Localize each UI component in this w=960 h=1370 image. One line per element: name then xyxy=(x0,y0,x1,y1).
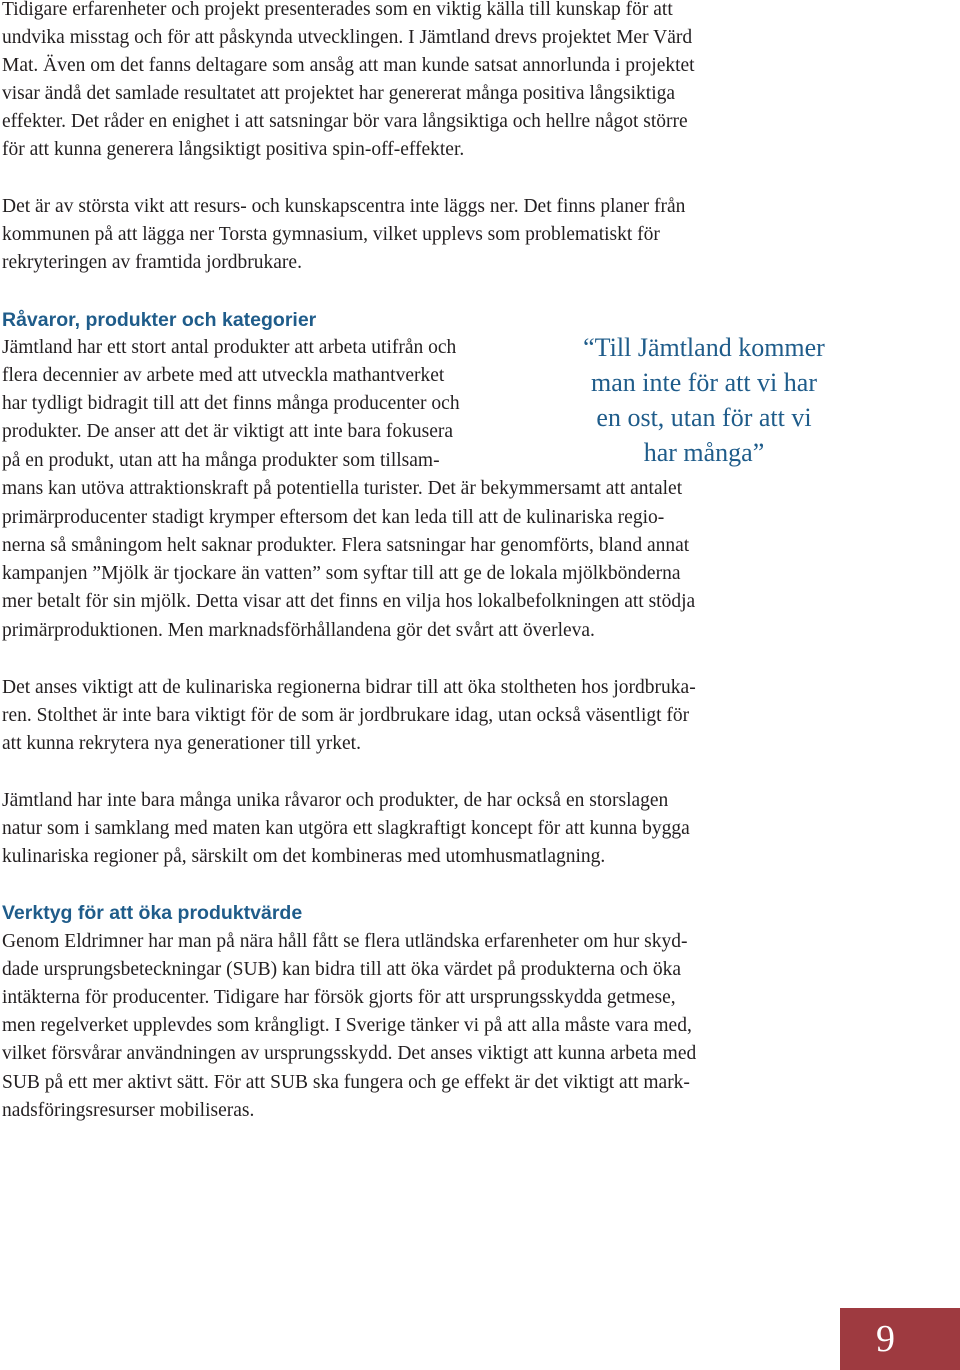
text-line: Genom Eldrimner har man på nära håll fått se flera utländska erfarenheter om hur skyd- xyxy=(2,931,688,952)
page-number-tab xyxy=(840,1308,960,1370)
text-line: nerna så småningom helt saknar produkter. Flera satsningar har genomförts, bland annat xyxy=(2,535,690,556)
text-line: primärproducenter stadigt krymper eftersom det kan leda till att de kulinariska regio- xyxy=(2,507,665,528)
text-line: undvika misstag och för att påskynda utvecklingen. I Jämtland drevs projektet Mer Värd xyxy=(2,27,693,48)
text-line: effekter. Det råder en enighet i att satsningar bör vara långsiktiga och hellre något större xyxy=(2,111,688,132)
pull-quote-line: “Till Jämtland kommer xyxy=(583,333,825,362)
text-line: att kunna rekrytera nya generationer till yrket. xyxy=(2,733,361,754)
text-line: SUB på ett mer aktivt sätt. För att SUB ska fungera och ge effekt är det viktigt att mark- xyxy=(2,1072,690,1093)
text-line: har tydligt bidragit till att det finns många producenter och xyxy=(2,393,460,414)
text-line: kulinariska regioner på, särskilt om det kombineras med utomhusmatlagning. xyxy=(2,846,606,867)
text-line: visar ändå det samlade resultatet att projektet har genererat många positiva långsiktiga xyxy=(2,83,676,104)
text-line: Mat. Även om det fanns deltagare som ansåg att man kunde satsat annorlunda i projektet xyxy=(2,55,695,76)
text-line: nadsföringsresurser mobiliseras. xyxy=(2,1100,255,1121)
pull-quote-line: man inte för att vi har xyxy=(591,368,817,397)
text-line: flera decennier av arbete med att utveckla mathantverket xyxy=(2,365,445,386)
text-line: dade ursprungsbeteckningar (SUB) kan bidra till att öka värdet på produkterna och öka xyxy=(2,959,682,980)
text-line: primärproduktionen. Men marknadsförhållandena gör det svårt att överleva. xyxy=(2,620,595,641)
pull-quote-line: har många” xyxy=(643,438,765,467)
text-line: Jämtland har inte bara många unika råvaror och produkter, de har också en storslagen xyxy=(2,790,669,811)
text-line: på en produkt, utan att ha många produkter som tillsam- xyxy=(2,450,440,471)
text-line: ren. Stolthet är inte bara viktigt för de som är jordbrukare idag, utan också väsentligt för xyxy=(2,705,690,726)
text-line: natur som i samklang med maten kan utgöra ett slagkraftigt koncept för att kunna bygga xyxy=(2,818,690,839)
text-line: Det anses viktigt att de kulinariska regionerna bidrar till att öka stoltheten hos jordbruka- xyxy=(2,677,696,698)
text-line: kampanjen ”Mjölk är tjockare än vatten” som syftar till att ge de lokala mjölkbönderna xyxy=(2,563,681,584)
text-line: vilket försvårar användningen av ursprungsskydd. Det anses viktigt att kunna arbeta med xyxy=(2,1043,697,1064)
text-line: Tidigare erfarenheter och projekt presenterades som en viktig källa till kunskap för att xyxy=(2,0,673,20)
pull-quote xyxy=(563,330,845,470)
text-line: mans kan utöva attraktionskraft på potentiella turister. Det är bekymmersamt att antalet xyxy=(2,478,683,499)
pull-quote-line: en ost, utan för att vi xyxy=(596,403,812,432)
text-line: kommunen på att lägga ner Torsta gymnasium, vilket upplevs som problematiskt för xyxy=(2,224,660,245)
text-line: mer betalt för sin mjölk. Detta visar att det finns en vilja hos lokalbefolkningen att stödja xyxy=(2,591,696,612)
text-line: produkter. De anser att det är viktigt att inte bara fokusera xyxy=(2,421,454,442)
text-line: intäkterna för producenter. Tidigare har försök gjorts för att ursprungsskydda getmese, xyxy=(2,987,676,1008)
text-line: men regelverket upplevdes som krångligt. I Sverige tänker vi på att alla måste vara med, xyxy=(2,1015,692,1036)
page-number: 9 xyxy=(876,1318,895,1360)
section-heading-ravaror: Råvaror, produkter och kategorier xyxy=(2,309,317,331)
text-line: Jämtland har ett stort antal produkter att arbeta utifrån och xyxy=(2,337,457,358)
text-line: Det är av största vikt att resurs- och kunskapscentra inte läggs ner. Det finns planer från xyxy=(2,196,686,217)
section-heading-verktyg: Verktyg för att öka produktvärde xyxy=(2,902,303,924)
text-line: rekryteringen av framtida jordbrukare. xyxy=(2,252,302,273)
text-line: för att kunna generera långsiktigt positiva spin-off-effekter. xyxy=(2,139,465,160)
